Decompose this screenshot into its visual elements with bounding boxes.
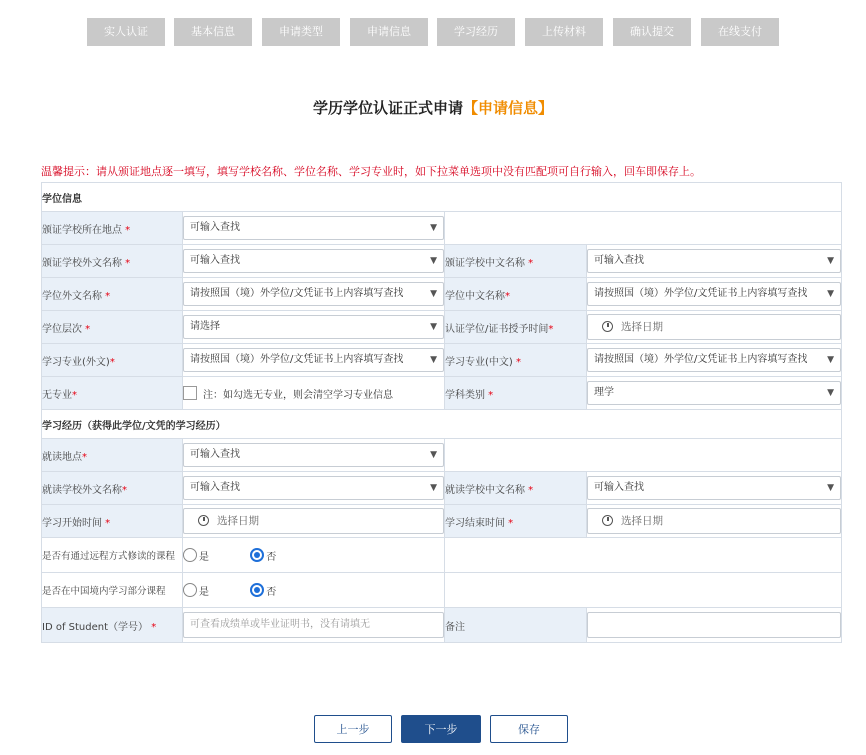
step-real-name-auth[interactable]: 实人认证 — [87, 18, 165, 46]
chevron-down-icon: ▼ — [430, 223, 437, 233]
clock-icon — [602, 515, 613, 526]
label-remote-course: 是否有通过远程方式修读的课程 — [42, 538, 183, 573]
award-time-date-picker[interactable]: 选择日期 — [587, 314, 841, 340]
domestic-course-radio-yes[interactable] — [183, 583, 197, 597]
radio-label-no: 否 — [266, 586, 277, 598]
study-location-select[interactable]: 可输入查找 ▼ — [183, 443, 444, 467]
application-form — [41, 182, 842, 643]
chevron-down-icon: ▼ — [827, 256, 834, 266]
label-award-time: 认证学位/证书授予时间* — [445, 311, 587, 344]
student-id-input[interactable]: 可查看成绩单或毕业证明书，没有请填无 — [183, 612, 444, 638]
step-basic-info[interactable]: 基本信息 — [174, 18, 252, 46]
label-end-time: 学习结束时间 * — [445, 505, 587, 538]
remote-course-radio-no[interactable] — [250, 548, 264, 562]
empty-cell — [445, 212, 842, 245]
chevron-down-icon: ▼ — [827, 355, 834, 365]
label-study-school-foreign: 就读学校外文名称* — [42, 472, 183, 505]
study-school-cn-select[interactable]: 可输入查找 ▼ — [587, 476, 841, 500]
radio-label-yes: 是 — [199, 586, 209, 598]
action-buttons — [0, 715, 866, 743]
label-domestic-course: 是否在中国境内学习部分课程 — [42, 573, 183, 608]
major-cn-select[interactable]: 请按照国（境）外学位/文凭证书上内容填写查找 ▼ — [587, 348, 841, 372]
warm-tip: 温馨提示：请从颁证地点逐一填写，填写学校名称、学位名称、学习专业时，如下拉菜单选项中没有匹配项可自行输入，回车即保存上。 — [41, 165, 701, 178]
school-cn-name-select[interactable]: 可输入查找 ▼ — [587, 249, 841, 273]
major-foreign-select[interactable]: 请按照国（境）外学位/文凭证书上内容填写查找 ▼ — [183, 348, 444, 372]
chevron-down-icon: ▼ — [827, 483, 834, 493]
label-degree-cn-name: 学位中文名称* — [445, 278, 587, 311]
chevron-down-icon: ▼ — [430, 289, 437, 299]
page-title — [0, 97, 866, 118]
step-study-history[interactable]: 学习经历 — [437, 18, 515, 46]
label-school-foreign-name: 颁证学校外文名称 * — [42, 245, 183, 278]
step-application-info[interactable]: 申请信息 — [350, 18, 428, 46]
label-study-location: 就读地点* — [42, 439, 183, 472]
label-major-cn: 学习专业(中文) * — [445, 344, 587, 377]
chevron-down-icon: ▼ — [827, 289, 834, 299]
page-title-highlight: 【申请信息】 — [463, 99, 554, 117]
study-school-foreign-select[interactable]: 可输入查找 ▼ — [183, 476, 444, 500]
degree-level-select[interactable]: 请选择 ▼ — [183, 315, 444, 339]
empty-cell — [445, 439, 842, 472]
chevron-down-icon: ▼ — [430, 355, 437, 365]
radio-label-yes: 是 — [199, 551, 209, 563]
remote-course-radio-yes[interactable] — [183, 548, 197, 562]
discipline-select[interactable]: 理学 ▼ — [587, 381, 841, 405]
label-school-location: 颁证学校所在地点 * — [42, 212, 183, 245]
step-online-payment[interactable]: 在线支付 — [701, 18, 779, 46]
label-student-id: ID of Student（学号） * — [42, 608, 183, 643]
label-no-major: 无专业* — [42, 377, 183, 410]
radio-label-no: 否 — [266, 551, 277, 563]
end-time-date-picker[interactable]: 选择日期 — [587, 508, 841, 534]
save-button[interactable]: 保存 — [490, 715, 568, 743]
empty-cell — [445, 538, 842, 573]
section-title-degree: 学位信息 — [42, 183, 842, 212]
no-major-note: 注：如勾选无专业，则会清空学习专业信息 — [203, 389, 393, 401]
domestic-course-radio-no[interactable] — [250, 583, 264, 597]
clock-icon — [602, 321, 613, 332]
start-time-date-picker[interactable]: 选择日期 — [183, 508, 444, 534]
no-major-checkbox[interactable] — [183, 386, 197, 400]
chevron-down-icon: ▼ — [430, 322, 437, 332]
label-remark: 备注 — [445, 608, 587, 643]
school-foreign-name-select[interactable]: 可输入查找 ▼ — [183, 249, 444, 273]
label-discipline: 学科类别 * — [445, 377, 587, 410]
clock-icon — [198, 515, 209, 526]
label-school-cn-name: 颁证学校中文名称 * — [445, 245, 587, 278]
step-confirm-submit[interactable]: 确认提交 — [613, 18, 691, 46]
progress-steps — [0, 18, 866, 46]
label-major-foreign: 学习专业(外文)* — [42, 344, 183, 377]
step-application-type[interactable]: 申请类型 — [262, 18, 340, 46]
empty-cell — [445, 573, 842, 608]
chevron-down-icon: ▼ — [430, 256, 437, 266]
label-start-time: 学习开始时间 * — [42, 505, 183, 538]
chevron-down-icon: ▼ — [827, 388, 834, 398]
school-location-select[interactable]: 可输入查找 ▼ — [183, 216, 444, 240]
label-degree-foreign-name: 学位外文名称 * — [42, 278, 183, 311]
next-step-button[interactable]: 下一步 — [401, 715, 481, 743]
remark-input[interactable] — [587, 612, 841, 638]
chevron-down-icon: ▼ — [430, 483, 437, 493]
chevron-down-icon: ▼ — [430, 450, 437, 460]
prev-step-button[interactable]: 上一步 — [314, 715, 392, 743]
step-upload-materials[interactable]: 上传材料 — [525, 18, 603, 46]
degree-foreign-name-select[interactable]: 请按照国（境）外学位/文凭证书上内容填写查找 ▼ — [183, 282, 444, 306]
page-title-main: 学历学位认证正式申请 — [312, 99, 463, 117]
label-study-school-cn: 就读学校中文名称 * — [445, 472, 587, 505]
degree-cn-name-select[interactable]: 请按照国（境）外学位/文凭证书上内容填写查找 ▼ — [587, 282, 841, 306]
label-degree-level: 学位层次 * — [42, 311, 183, 344]
section-title-study: 学习经历（获得此学位/文凭的学习经历） — [42, 410, 842, 439]
